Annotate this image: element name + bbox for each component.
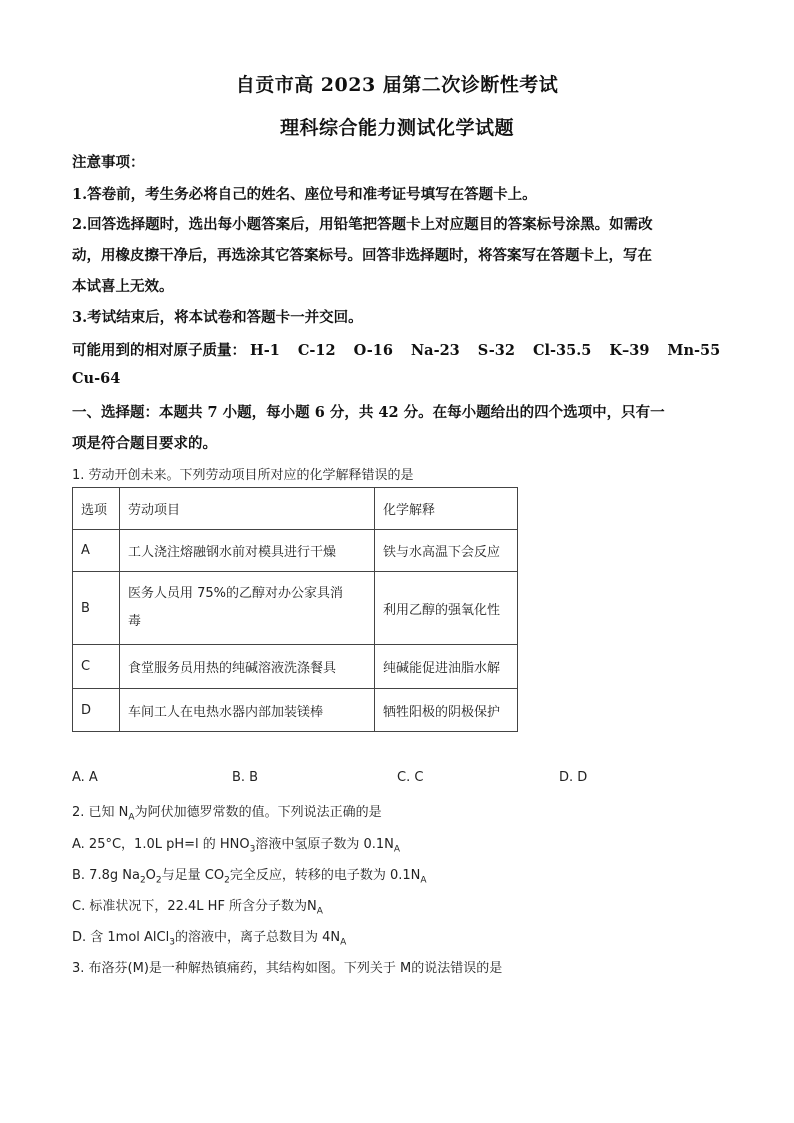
table-cell-item-line1: 医务人员用 75%的乙醇对办公家具消	[128, 586, 344, 601]
q3-stem: 3. 布洛芬(M)是一种解热镇痛药，其结构如图。下列关于 M的说法错误的是	[72, 961, 503, 976]
q2-a-sub2: A	[393, 844, 401, 855]
q2-b-text: B. 7.8g Na	[72, 868, 140, 883]
atom-h: H-1	[250, 342, 280, 359]
table-header-cell: 化学解释	[375, 488, 518, 530]
notice-item-1: 1.答卷前，考生务必将自己的姓名、座位号和准考证号填写在答题卡上。	[72, 186, 537, 203]
section1-heading-line2: 项是符合题目要求的。	[72, 435, 217, 452]
atom-k: K–39	[609, 342, 650, 359]
q2-b-text4: 完全反应，转移的电子数为 0.1N	[229, 868, 421, 883]
q1-table	[72, 487, 518, 732]
q2-stem-sub: A	[128, 812, 135, 823]
q2-b-sub2: 2	[155, 875, 162, 886]
table-cell-option: C	[73, 645, 120, 689]
section1-heading-line1: 一、选择题：本题共 7 小题，每小题 6 分，共 42 分。在每小题给出的四个选项中，只有一	[72, 404, 665, 421]
q2-option-d	[72, 926, 346, 948]
q2-option-a	[72, 833, 400, 855]
q2-a-sub: 3	[249, 844, 256, 855]
table-header-cell: 劳动项目	[120, 488, 375, 530]
atomic-masses-line2: Cu-64	[72, 370, 121, 387]
table-cell-option: D	[73, 689, 120, 732]
q2-option-c	[72, 895, 323, 917]
notice-item-2-line2: 动，用橡皮擦干净后，再选涂其它答案标号。回答非选择题时，将答案写在答题卡上，写在	[72, 247, 652, 264]
atom-c: C-12	[297, 342, 336, 359]
table-cell-item	[120, 572, 375, 645]
table-row	[73, 572, 518, 645]
atom-na: Na-23	[410, 342, 460, 359]
atom-mn: Mn-55	[667, 342, 721, 359]
q2-stem-text2: 为阿伏加德罗常数的值。下列说法正确的是	[134, 805, 382, 820]
atom-cl: Cl-35.5	[532, 342, 592, 359]
q2-stem	[72, 801, 382, 823]
q2-stem-text: 2. 已知 N	[72, 805, 129, 820]
table-cell-option: A	[73, 530, 120, 572]
atom-o: O-16	[353, 342, 393, 359]
q1-option-c: C. C	[397, 770, 424, 785]
q2-d-text2: 的溶液中，离子总数目为 4N	[174, 930, 341, 945]
table-header-cell: 选项	[73, 488, 120, 530]
table-cell-item: 工人浇注熔融钢水前对模具进行干燥	[120, 530, 375, 572]
table-cell-explanation: 铁与水高温下会反应	[375, 530, 518, 572]
q1-stem: 1. 劳动开创未来。下列劳动项目所对应的化学解释错误的是	[72, 468, 414, 483]
q2-c-sub: A	[316, 906, 323, 917]
q1-option-b: B. B	[232, 770, 259, 785]
table-cell-item-line2: 毒	[128, 614, 142, 629]
q2-b-text3: 与足量 CO	[161, 868, 225, 883]
q2-d-text: D. 含 1mol AlCl	[72, 930, 170, 945]
exam-subtitle: 理科综合能力测试化学试题	[279, 117, 514, 139]
table-cell-explanation: 纯碱能促进油脂水解	[375, 645, 518, 689]
atomic-masses	[72, 339, 738, 360]
q2-c-text: C. 标准状况下，22.4L HF 所含分子数为N	[72, 899, 317, 914]
q2-a-text: A. 25°C，1.0L pH=l 的 HNO	[72, 837, 250, 852]
table-cell-explanation: 利用乙醇的强氧化性	[375, 572, 518, 645]
q2-d-sub2: A	[340, 937, 347, 948]
table-cell-option: B	[73, 572, 120, 645]
q1-option-d: D. D	[559, 770, 588, 785]
table-row	[73, 645, 518, 689]
table-row	[73, 689, 518, 732]
table-cell-item: 食堂服务员用热的纯碱溶液洗涤餐具	[120, 645, 375, 689]
table-row	[73, 530, 518, 572]
notice-item-2-line3: 本试喜上无效。	[72, 278, 174, 295]
q1-option-a: A. A	[72, 770, 98, 785]
q2-b-sub4: A	[420, 875, 427, 886]
q2-d-sub: 3	[169, 937, 175, 948]
table-cell-item: 车间工人在电热水器内部加装镁棒	[120, 689, 375, 732]
q2-option-b	[72, 864, 427, 886]
q2-b-sub3: 2	[224, 875, 230, 886]
q2-b-text2: O	[145, 868, 156, 883]
atom-s: S-32	[477, 342, 515, 359]
table-header-row	[73, 488, 518, 530]
notice-item-3: 3.考试结束后，将本试卷和答题卡一并交回。	[72, 309, 363, 326]
exam-title: 自贡市高 2023 届第二次诊断性考试	[235, 74, 559, 96]
atomic-masses-label: 可能用到的相对原子质量：	[72, 342, 246, 359]
q2-a-text2: 溶液中氢原子数为 0.1N	[255, 837, 394, 852]
notice-heading: 注意事项：	[72, 154, 145, 171]
q2-b-sub: 2	[139, 875, 146, 886]
table-cell-explanation: 牺牲阳极的阴极保护	[375, 689, 518, 732]
notice-item-2-line1: 2.回答选择题时，选出每小题答案后，用铅笔把答题卡上对应题目的答案标号涂黑。如需改	[72, 216, 653, 233]
